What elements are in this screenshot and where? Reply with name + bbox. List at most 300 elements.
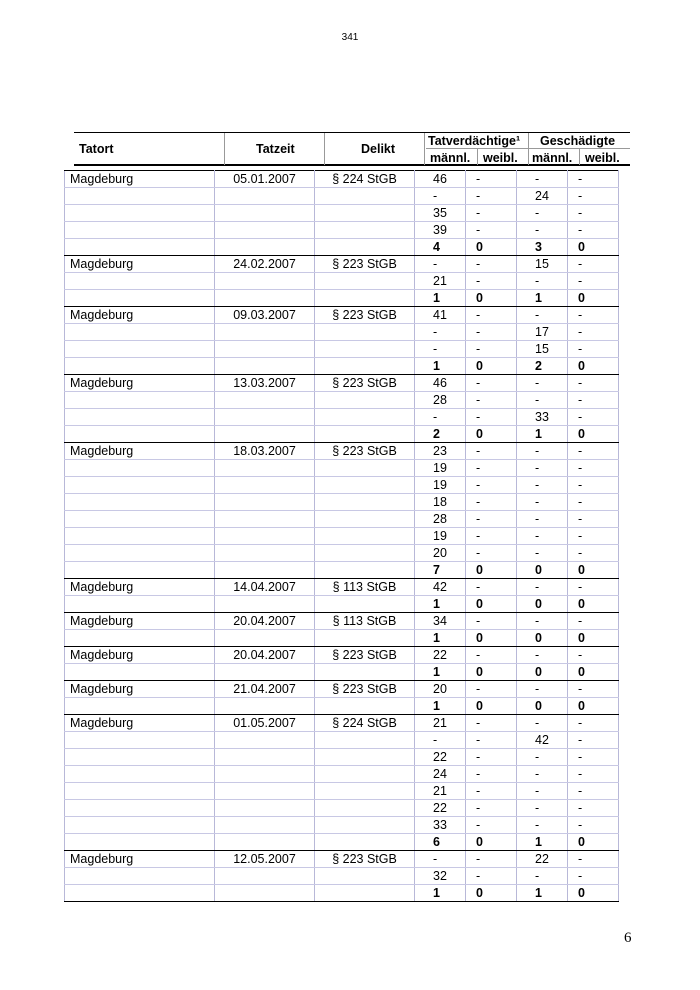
cell-tv-maennl: -	[415, 324, 466, 341]
cell-g-weibl: -	[568, 783, 619, 800]
cell-tatort	[65, 562, 215, 579]
cell-g-maennl: 0	[517, 562, 568, 579]
table-row	[65, 579, 619, 596]
cell-tatort	[65, 766, 215, 783]
cell-delikt: § 224 StGB	[315, 715, 415, 732]
table-row	[65, 205, 619, 222]
cell-g-weibl: -	[568, 273, 619, 290]
header-tv-maennl: männl.	[430, 151, 471, 165]
cell-tatzeit	[215, 239, 315, 256]
cell-tv-weibl: 0	[466, 596, 517, 613]
cell-tv-maennl: 18	[415, 494, 466, 511]
cell-tatzeit: 20.04.2007	[215, 647, 315, 664]
header-divider	[424, 133, 425, 165]
table-row	[65, 443, 619, 460]
cell-tatort	[65, 664, 215, 681]
cell-tatzeit	[215, 834, 315, 851]
cell-tatzeit	[215, 783, 315, 800]
cell-g-weibl: -	[568, 579, 619, 596]
table-row	[65, 409, 619, 426]
cell-tv-maennl: 22	[415, 800, 466, 817]
cell-g-maennl: -	[517, 647, 568, 664]
cell-tv-maennl: 19	[415, 460, 466, 477]
cell-tatort	[65, 817, 215, 834]
cell-tatzeit	[215, 528, 315, 545]
cell-g-maennl: 0	[517, 698, 568, 715]
cell-tv-maennl: -	[415, 732, 466, 749]
cell-g-maennl: 1	[517, 834, 568, 851]
cell-tatzeit	[215, 732, 315, 749]
cell-tv-weibl: -	[466, 409, 517, 426]
cell-g-weibl: -	[568, 222, 619, 239]
cell-tv-weibl: 0	[466, 664, 517, 681]
cell-tv-maennl: 20	[415, 681, 466, 698]
cell-g-weibl: -	[568, 409, 619, 426]
cell-tatzeit	[215, 358, 315, 375]
cell-tv-maennl: 21	[415, 273, 466, 290]
cell-tatort	[65, 358, 215, 375]
table-row	[65, 817, 619, 834]
header-tatort: Tatort	[79, 142, 114, 156]
cell-g-weibl: -	[568, 188, 619, 205]
table-row	[65, 715, 619, 732]
cell-tv-weibl: 0	[466, 698, 517, 715]
cell-g-weibl: -	[568, 494, 619, 511]
cell-g-weibl: 0	[568, 562, 619, 579]
cell-g-maennl: -	[517, 579, 568, 596]
cell-g-maennl: -	[517, 392, 568, 409]
cell-tatzeit: 20.04.2007	[215, 613, 315, 630]
header-g-weibl: weibl.	[585, 151, 620, 165]
cell-tatort	[65, 188, 215, 205]
cell-tatort	[65, 273, 215, 290]
cell-tatzeit	[215, 664, 315, 681]
cell-delikt	[315, 426, 415, 443]
cell-g-maennl: -	[517, 171, 568, 188]
cell-delikt	[315, 698, 415, 715]
cell-tatzeit	[215, 885, 315, 902]
cell-g-maennl: 1	[517, 426, 568, 443]
cell-g-maennl: -	[517, 307, 568, 324]
cell-tv-weibl: -	[466, 256, 517, 273]
cell-tv-weibl: -	[466, 222, 517, 239]
cell-g-weibl: -	[568, 800, 619, 817]
header-divider	[477, 149, 478, 165]
cell-g-maennl: -	[517, 222, 568, 239]
cell-tv-weibl: -	[466, 545, 517, 562]
cell-delikt	[315, 239, 415, 256]
cell-tv-maennl: 1	[415, 290, 466, 307]
cell-g-weibl: -	[568, 477, 619, 494]
cell-g-maennl: -	[517, 681, 568, 698]
cell-g-maennl: -	[517, 460, 568, 477]
cell-g-maennl: -	[517, 375, 568, 392]
cell-tv-maennl: 20	[415, 545, 466, 562]
cell-g-weibl: -	[568, 732, 619, 749]
cell-tv-weibl: -	[466, 817, 517, 834]
cell-tatzeit	[215, 545, 315, 562]
cell-delikt	[315, 324, 415, 341]
table-row	[65, 613, 619, 630]
cell-g-maennl: -	[517, 766, 568, 783]
cell-tv-maennl: -	[415, 851, 466, 868]
cell-tv-maennl: 22	[415, 749, 466, 766]
cell-tv-weibl: 0	[466, 426, 517, 443]
cell-tv-maennl: -	[415, 188, 466, 205]
cell-g-weibl: -	[568, 324, 619, 341]
cell-tv-maennl: 21	[415, 783, 466, 800]
table-sum-row	[65, 664, 619, 681]
cell-tv-maennl: -	[415, 256, 466, 273]
cell-g-maennl: -	[517, 715, 568, 732]
cell-delikt	[315, 766, 415, 783]
cell-delikt: § 223 StGB	[315, 256, 415, 273]
cell-tv-weibl: -	[466, 375, 517, 392]
cell-tatort: Magdeburg	[65, 715, 215, 732]
cell-tv-weibl: -	[466, 647, 517, 664]
cell-tv-maennl: 1	[415, 596, 466, 613]
cell-tv-maennl: 21	[415, 715, 466, 732]
cell-tatzeit	[215, 511, 315, 528]
cell-tv-weibl: -	[466, 579, 517, 596]
table-row	[65, 477, 619, 494]
cell-tatzeit	[215, 800, 315, 817]
cell-g-maennl: 1	[517, 290, 568, 307]
table-row	[65, 460, 619, 477]
cell-tv-maennl: 1	[415, 358, 466, 375]
cell-tatort	[65, 868, 215, 885]
cell-delikt	[315, 477, 415, 494]
cell-tatort	[65, 426, 215, 443]
cell-tv-maennl: 6	[415, 834, 466, 851]
cell-tv-maennl: 46	[415, 375, 466, 392]
cell-tv-maennl: 35	[415, 205, 466, 222]
cell-tatzeit: 09.03.2007	[215, 307, 315, 324]
cell-tv-weibl: -	[466, 766, 517, 783]
cell-tatort: Magdeburg	[65, 307, 215, 324]
cell-tatort	[65, 341, 215, 358]
cell-tatzeit	[215, 494, 315, 511]
cell-g-weibl: 0	[568, 596, 619, 613]
table-row	[65, 766, 619, 783]
cell-tv-maennl: 46	[415, 171, 466, 188]
cell-tv-weibl: -	[466, 851, 517, 868]
cell-g-maennl: -	[517, 800, 568, 817]
cell-tv-weibl: -	[466, 307, 517, 324]
cell-tatzeit	[215, 426, 315, 443]
cell-g-weibl: -	[568, 307, 619, 324]
cell-tv-maennl: 23	[415, 443, 466, 460]
cell-delikt	[315, 528, 415, 545]
cell-tv-maennl: -	[415, 341, 466, 358]
cell-g-weibl: 0	[568, 290, 619, 307]
cell-delikt: § 113 StGB	[315, 613, 415, 630]
cell-g-maennl: -	[517, 205, 568, 222]
cell-tatort	[65, 630, 215, 647]
cell-tv-weibl: -	[466, 273, 517, 290]
cell-delikt	[315, 358, 415, 375]
cell-tatzeit: 21.04.2007	[215, 681, 315, 698]
table-sum-row	[65, 834, 619, 851]
header-divider	[528, 133, 529, 165]
cell-g-weibl: -	[568, 851, 619, 868]
cell-g-weibl: 0	[568, 630, 619, 647]
cell-g-maennl: -	[517, 477, 568, 494]
cell-tatzeit	[215, 392, 315, 409]
cell-tv-maennl: 42	[415, 579, 466, 596]
cell-tatort	[65, 800, 215, 817]
cell-tatzeit: 14.04.2007	[215, 579, 315, 596]
cell-tatort	[65, 409, 215, 426]
page-number-bottom: 6	[624, 930, 632, 946]
cell-delikt	[315, 664, 415, 681]
cell-delikt	[315, 205, 415, 222]
cell-tv-weibl: 0	[466, 630, 517, 647]
cell-g-maennl: -	[517, 443, 568, 460]
cell-delikt	[315, 188, 415, 205]
cell-delikt	[315, 290, 415, 307]
cell-g-maennl: -	[517, 749, 568, 766]
cell-tv-weibl: -	[466, 715, 517, 732]
cell-tatzeit	[215, 273, 315, 290]
cell-tv-weibl: 0	[466, 885, 517, 902]
cell-tv-weibl: -	[466, 613, 517, 630]
cell-tatort	[65, 545, 215, 562]
cell-delikt	[315, 409, 415, 426]
table-row	[65, 681, 619, 698]
cell-delikt: § 223 StGB	[315, 375, 415, 392]
cell-tv-weibl: -	[466, 868, 517, 885]
table-row	[65, 868, 619, 885]
cell-tatort	[65, 698, 215, 715]
cell-tatzeit: 12.05.2007	[215, 851, 315, 868]
cell-tv-weibl: -	[466, 171, 517, 188]
cell-delikt	[315, 749, 415, 766]
cell-tatzeit	[215, 477, 315, 494]
cell-g-weibl: 0	[568, 358, 619, 375]
cell-delikt	[315, 834, 415, 851]
table-row	[65, 732, 619, 749]
cell-g-maennl: -	[517, 273, 568, 290]
cell-g-maennl: -	[517, 783, 568, 800]
cell-delikt	[315, 783, 415, 800]
cell-tatzeit	[215, 341, 315, 358]
cell-delikt	[315, 885, 415, 902]
cell-g-maennl: 3	[517, 239, 568, 256]
table-sum-row	[65, 885, 619, 902]
cell-tatort	[65, 392, 215, 409]
cell-tv-maennl: 32	[415, 868, 466, 885]
cell-delikt: § 223 StGB	[315, 443, 415, 460]
cell-g-weibl: -	[568, 443, 619, 460]
table-row	[65, 511, 619, 528]
table-sum-row	[65, 290, 619, 307]
cell-tatzeit	[215, 596, 315, 613]
cell-tv-maennl: 4	[415, 239, 466, 256]
cell-tatort	[65, 596, 215, 613]
page-number-top: 341	[341, 32, 359, 43]
table-sum-row	[65, 630, 619, 647]
cell-tv-maennl: 28	[415, 511, 466, 528]
cell-tatzeit: 01.05.2007	[215, 715, 315, 732]
table-row	[65, 749, 619, 766]
crime-table	[64, 170, 619, 902]
cell-g-weibl: -	[568, 341, 619, 358]
cell-g-maennl: 15	[517, 256, 568, 273]
cell-tv-weibl: 0	[466, 358, 517, 375]
table-row	[65, 273, 619, 290]
table-row	[65, 171, 619, 188]
cell-tatort	[65, 885, 215, 902]
cell-tatort	[65, 205, 215, 222]
cell-tv-maennl: 33	[415, 817, 466, 834]
cell-tv-weibl: 0	[466, 834, 517, 851]
table-sum-row	[65, 358, 619, 375]
cell-tv-maennl: 28	[415, 392, 466, 409]
cell-g-weibl: 0	[568, 239, 619, 256]
cell-g-weibl: -	[568, 256, 619, 273]
cell-tatort	[65, 511, 215, 528]
cell-delikt	[315, 868, 415, 885]
cell-tatort	[65, 732, 215, 749]
header-delikt: Delikt	[361, 142, 396, 156]
table-body	[65, 171, 619, 902]
cell-tatort	[65, 460, 215, 477]
cell-tatzeit	[215, 290, 315, 307]
cell-g-weibl: -	[568, 868, 619, 885]
cell-delikt	[315, 732, 415, 749]
header-tatzeit: Tatzeit	[256, 142, 295, 156]
cell-tatort: Magdeburg	[65, 647, 215, 664]
cell-delikt: § 223 StGB	[315, 681, 415, 698]
cell-tatzeit	[215, 460, 315, 477]
cell-tv-weibl: -	[466, 443, 517, 460]
table-row	[65, 800, 619, 817]
cell-delikt	[315, 562, 415, 579]
cell-g-maennl: 0	[517, 596, 568, 613]
cell-g-weibl: -	[568, 817, 619, 834]
cell-delikt	[315, 494, 415, 511]
cell-g-maennl: 1	[517, 885, 568, 902]
cell-g-maennl: 22	[517, 851, 568, 868]
cell-g-maennl: -	[517, 528, 568, 545]
cell-tv-maennl: -	[415, 409, 466, 426]
cell-tatort	[65, 477, 215, 494]
header-geschaedigte: Geschädigte	[540, 134, 616, 148]
cell-delikt	[315, 511, 415, 528]
cell-tv-maennl: 19	[415, 528, 466, 545]
cell-tv-maennl: 34	[415, 613, 466, 630]
cell-tatzeit	[215, 749, 315, 766]
cell-g-maennl: 24	[517, 188, 568, 205]
cell-tv-weibl: 0	[466, 562, 517, 579]
cell-tv-weibl: -	[466, 732, 517, 749]
cell-tatzeit	[215, 205, 315, 222]
cell-delikt: § 223 StGB	[315, 851, 415, 868]
table-row	[65, 783, 619, 800]
cell-tatzeit: 13.03.2007	[215, 375, 315, 392]
cell-tatort: Magdeburg	[65, 681, 215, 698]
table-row	[65, 307, 619, 324]
cell-tatzeit: 05.01.2007	[215, 171, 315, 188]
cell-tv-weibl: -	[466, 528, 517, 545]
header-tv-weibl: weibl.	[483, 151, 518, 165]
cell-tatzeit	[215, 562, 315, 579]
table-row	[65, 851, 619, 868]
cell-tatzeit	[215, 324, 315, 341]
cell-tv-weibl: 0	[466, 239, 517, 256]
cell-delikt	[315, 630, 415, 647]
cell-tatort: Magdeburg	[65, 443, 215, 460]
cell-g-weibl: -	[568, 545, 619, 562]
cell-tv-maennl: 19	[415, 477, 466, 494]
header-tatverdaechtige: Tatverdächtige¹	[428, 134, 521, 148]
cell-tv-maennl: 1	[415, 885, 466, 902]
cell-delikt: § 223 StGB	[315, 647, 415, 664]
cell-g-weibl: -	[568, 749, 619, 766]
cell-g-weibl: -	[568, 392, 619, 409]
cell-tatort: Magdeburg	[65, 256, 215, 273]
cell-g-maennl: 15	[517, 341, 568, 358]
cell-tatort	[65, 783, 215, 800]
cell-tatort: Magdeburg	[65, 851, 215, 868]
cell-g-weibl: -	[568, 766, 619, 783]
cell-g-maennl: 2	[517, 358, 568, 375]
cell-g-weibl: 0	[568, 885, 619, 902]
cell-tatort: Magdeburg	[65, 579, 215, 596]
cell-tatzeit	[215, 698, 315, 715]
table-row	[65, 256, 619, 273]
cell-tv-weibl: -	[466, 749, 517, 766]
header-divider	[224, 133, 225, 165]
cell-tv-weibl: -	[466, 494, 517, 511]
cell-delikt: § 224 StGB	[315, 171, 415, 188]
cell-tv-maennl: 24	[415, 766, 466, 783]
cell-tatort	[65, 290, 215, 307]
cell-tatzeit	[215, 222, 315, 239]
table-row	[65, 188, 619, 205]
cell-tv-weibl: -	[466, 324, 517, 341]
cell-tatzeit	[215, 188, 315, 205]
table-row	[65, 392, 619, 409]
cell-tatzeit	[215, 868, 315, 885]
cell-tv-weibl: -	[466, 188, 517, 205]
cell-g-weibl: -	[568, 511, 619, 528]
cell-tatzeit: 18.03.2007	[215, 443, 315, 460]
cell-g-maennl: -	[517, 511, 568, 528]
table-row	[65, 494, 619, 511]
table-header	[74, 132, 630, 166]
table-sum-row	[65, 426, 619, 443]
cell-tv-maennl: 1	[415, 630, 466, 647]
cell-tatort	[65, 324, 215, 341]
cell-tatort	[65, 239, 215, 256]
cell-tv-maennl: 41	[415, 307, 466, 324]
cell-tv-weibl: -	[466, 205, 517, 222]
cell-g-weibl: 0	[568, 834, 619, 851]
cell-g-maennl: -	[517, 494, 568, 511]
cell-tatort	[65, 222, 215, 239]
cell-g-weibl: 0	[568, 426, 619, 443]
cell-g-maennl: 17	[517, 324, 568, 341]
cell-g-weibl: 0	[568, 664, 619, 681]
cell-tatort	[65, 749, 215, 766]
cell-g-weibl: 0	[568, 698, 619, 715]
cell-tatort	[65, 528, 215, 545]
cell-g-weibl: -	[568, 681, 619, 698]
cell-tatzeit	[215, 766, 315, 783]
cell-tatzeit	[215, 630, 315, 647]
